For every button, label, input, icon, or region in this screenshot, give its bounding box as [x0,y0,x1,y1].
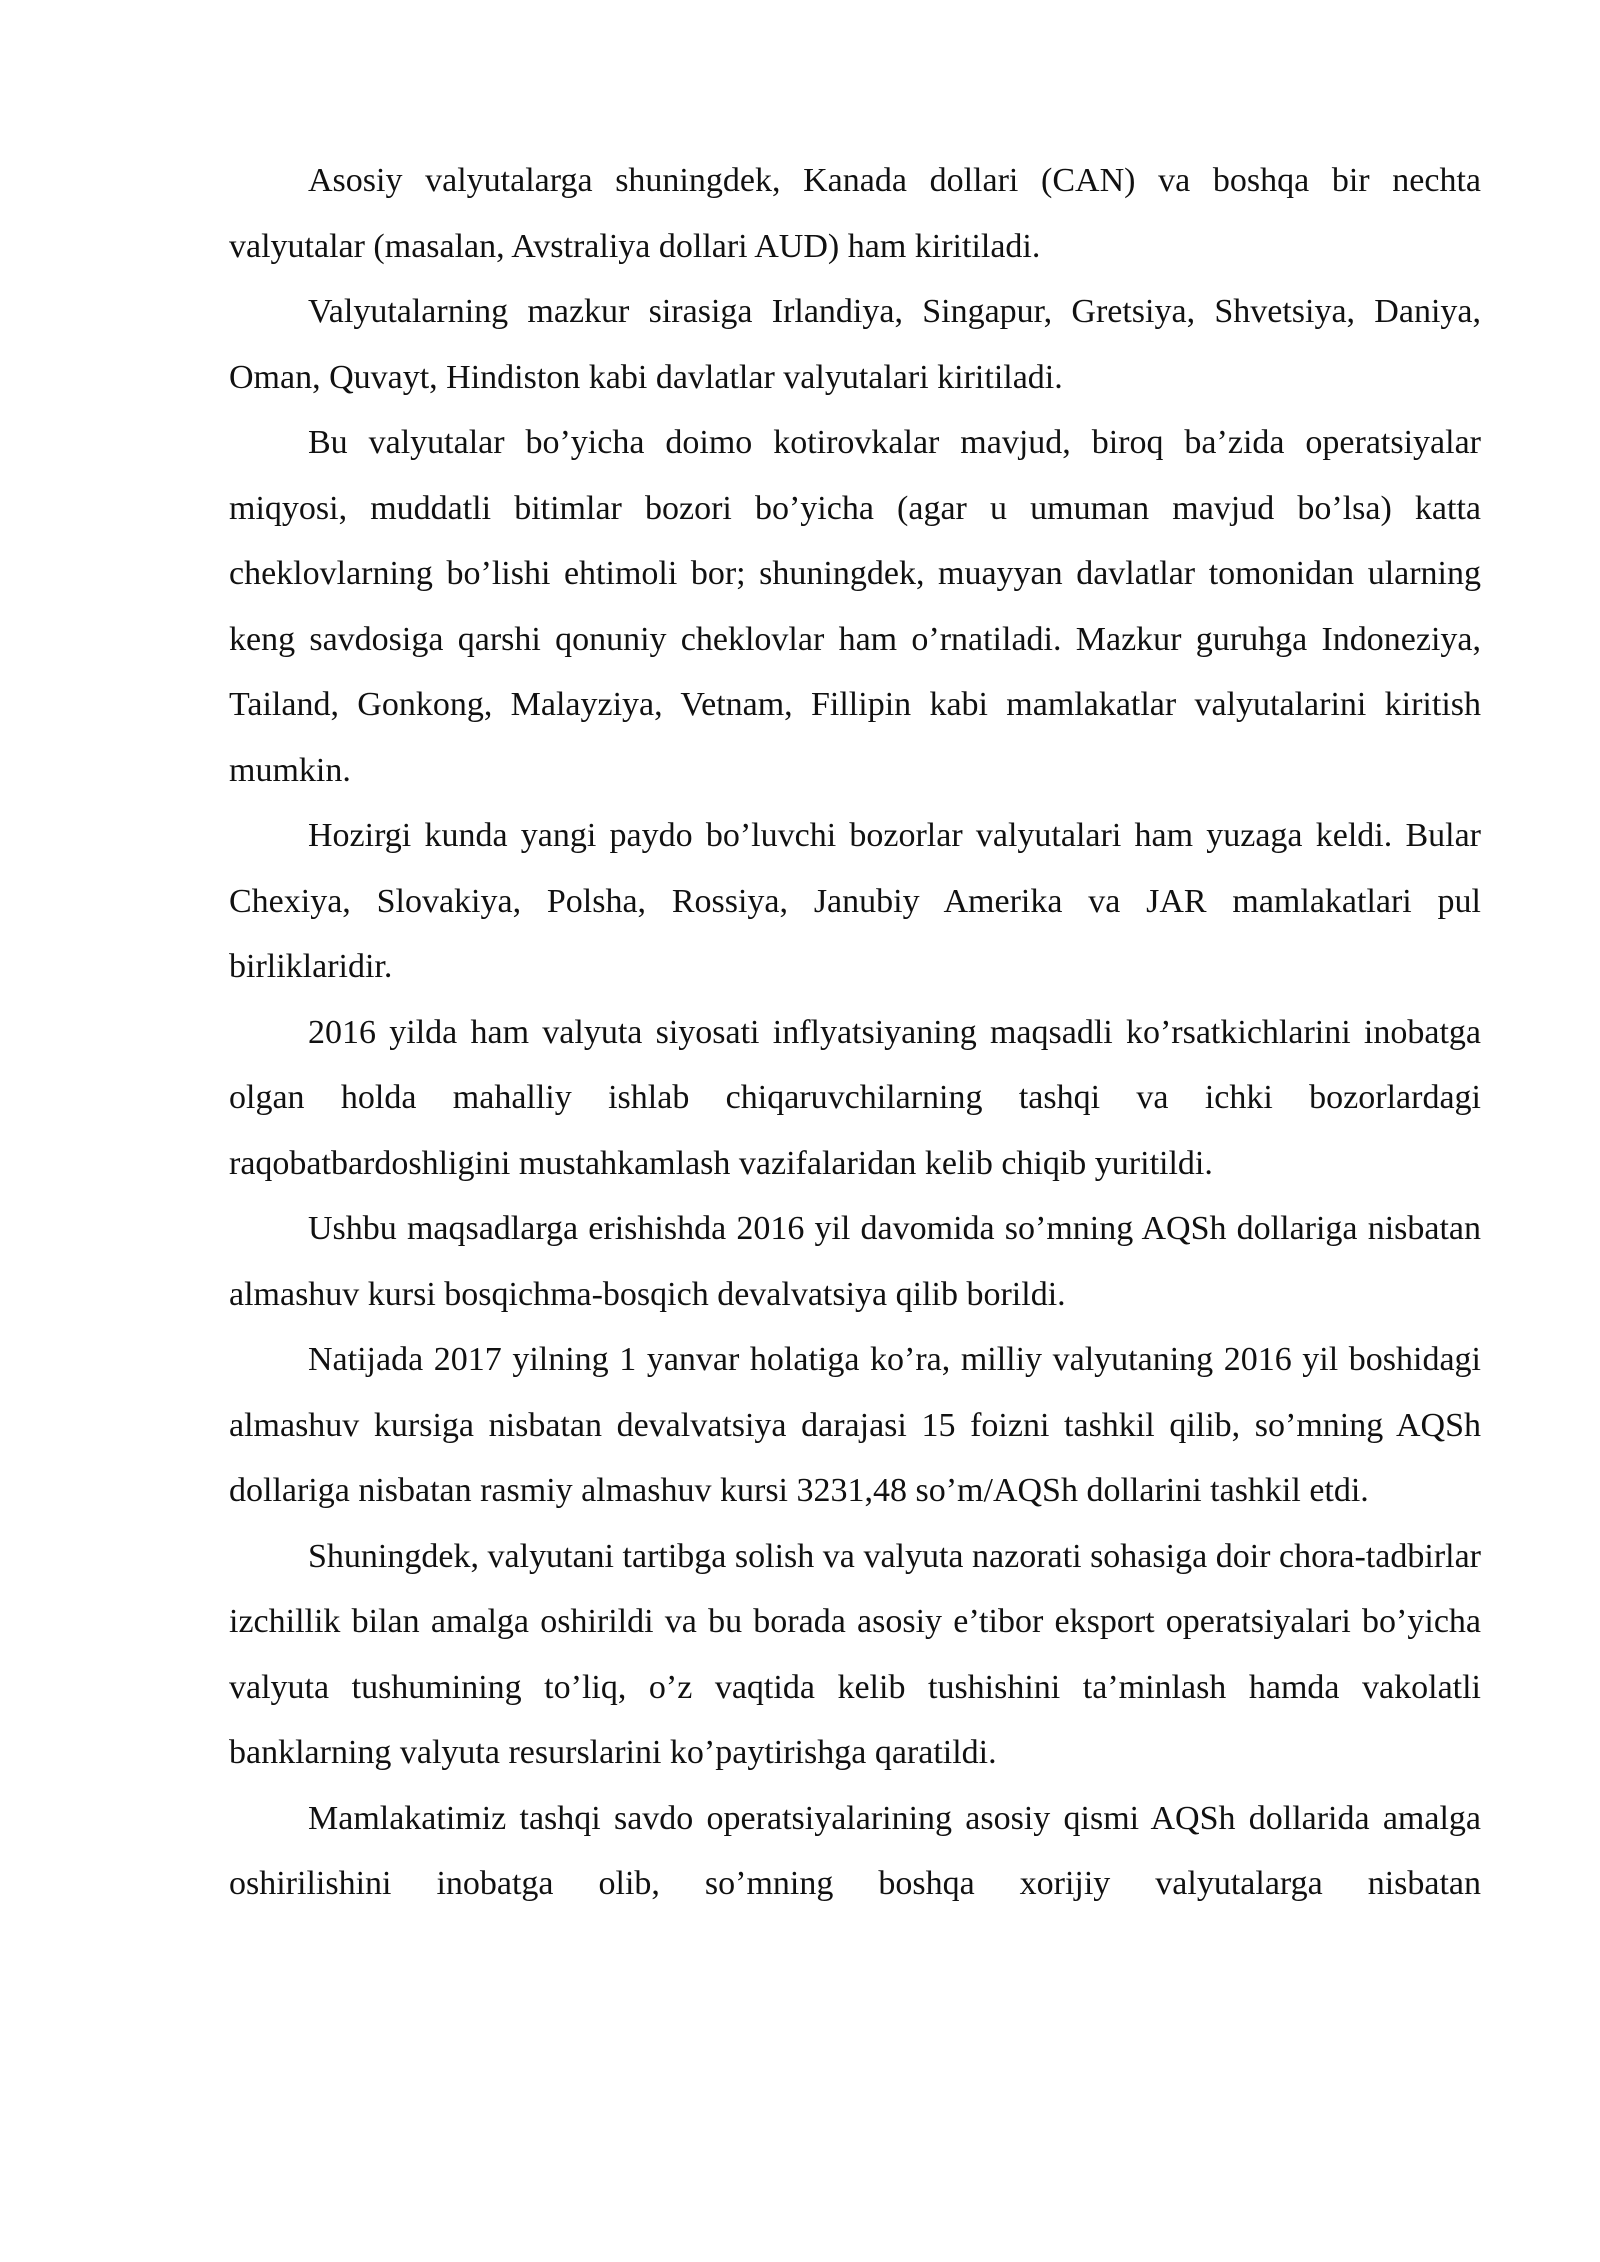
paragraph-emerging-markets: Hozirgi kunda yangi paydo bo’luvchi bozorlar valyutalari ham yuzaga keldi. Bular Chexiya, Slovakiya, Polsha, Rossiya, Janubiy Amerika va JAR mamlakatlari pul birliklaridir. [229,817,1481,985]
paragraph-quotations: Bu valyutalar bo’yicha doimo kotirovkalar mavjud, biroq ba’zida operatsiyalar miqyosi, muddatli bitimlar bozori bo’yicha (agar u umuman mavjud bo’lsa) katta cheklovlarning bo’lishi ehtimoli bor; shuningdek, muayyan davlatlar tomonidan ularning keng savdosiga qarshi qonuniy cheklovlar ham o’rnatiladi. Mazkur guruhga Indoneziya, Tailand, Gonkong, Malayziya, Vetnam, Fillipin kabi mamlakatlar valyutalarini kiritish mumkin. [229,424,1481,789]
paragraph-currency-regulation: Shuningdek, valyutani tartibga solish va valyuta nazorati sohasiga doir chora-tadbirlar izchillik bilan amalga oshirildi va bu borada asosiy e’tibor eksport operatsiyalari bo’yicha valyuta tushumining to’liq, o’z vaqtida kelib tushishini ta’minlash hamda vakolatli banklarning valyuta resurslarini ko’paytirishga qaratildi. [229,1537,1481,1771]
paragraph-exchange-rate-result: Natijada 2017 yilning 1 yanvar holatiga ko’ra, milliy valyutaning 2016 yil boshidagi almashuv kursiga nisbatan devalvatsiya darajasi 15 foizni tashkil qilib, so’mning AQSh dollariga nisbatan rasmiy almashuv kursi 3231,48 so’m/AQSh dollarini tashkil etdi. [229,1341,1481,1509]
paragraph-currency-list: Valyutalarning mazkur sirasiga Irlandiya, Singapur, Gretsiya, Shvetsiya, Daniya, Oman, Quvayt, Hindiston kabi davlatlar valyutalari kiritiladi. [229,293,1481,396]
paragraph-currency-policy-2016: 2016 yilda ham valyuta siyosati inflyatsiyaning maqsadli ko’rsatkichlarini inobatga olgan holda mahalliy ishlab chiqaruvchilarning tashqi va ichki bozorlardagi raqobatbardoshligini mustahkamlash vazifalaridan kelib chiqib yuritildi. [229,1013,1481,1182]
paragraph-devaluation: Ushbu maqsadlarga erishishda 2016 yil davomida so’mning AQSh dollariga nisbatan almashuv kursi bosqichma-bosqich devalvatsiya qilib borildi. [229,1210,1481,1313]
paragraph-major-currencies: Asosiy valyutalarga shuningdek, Kanada dollari (CAN) va boshqa bir nechta valyutalar (masalan, Avstraliya dollari AUD) ham kiritiladi. [229,162,1481,265]
body-text [229,148,1481,1917]
paragraph-foreign-trade: Mamlakatimiz tashqi savdo operatsiyalarining asosiy qismi AQSh dollarida amalga oshirilishini inobatga olib, so’mning boshqa xorijiy valyutalarga nisbatan [229,1799,1481,1902]
